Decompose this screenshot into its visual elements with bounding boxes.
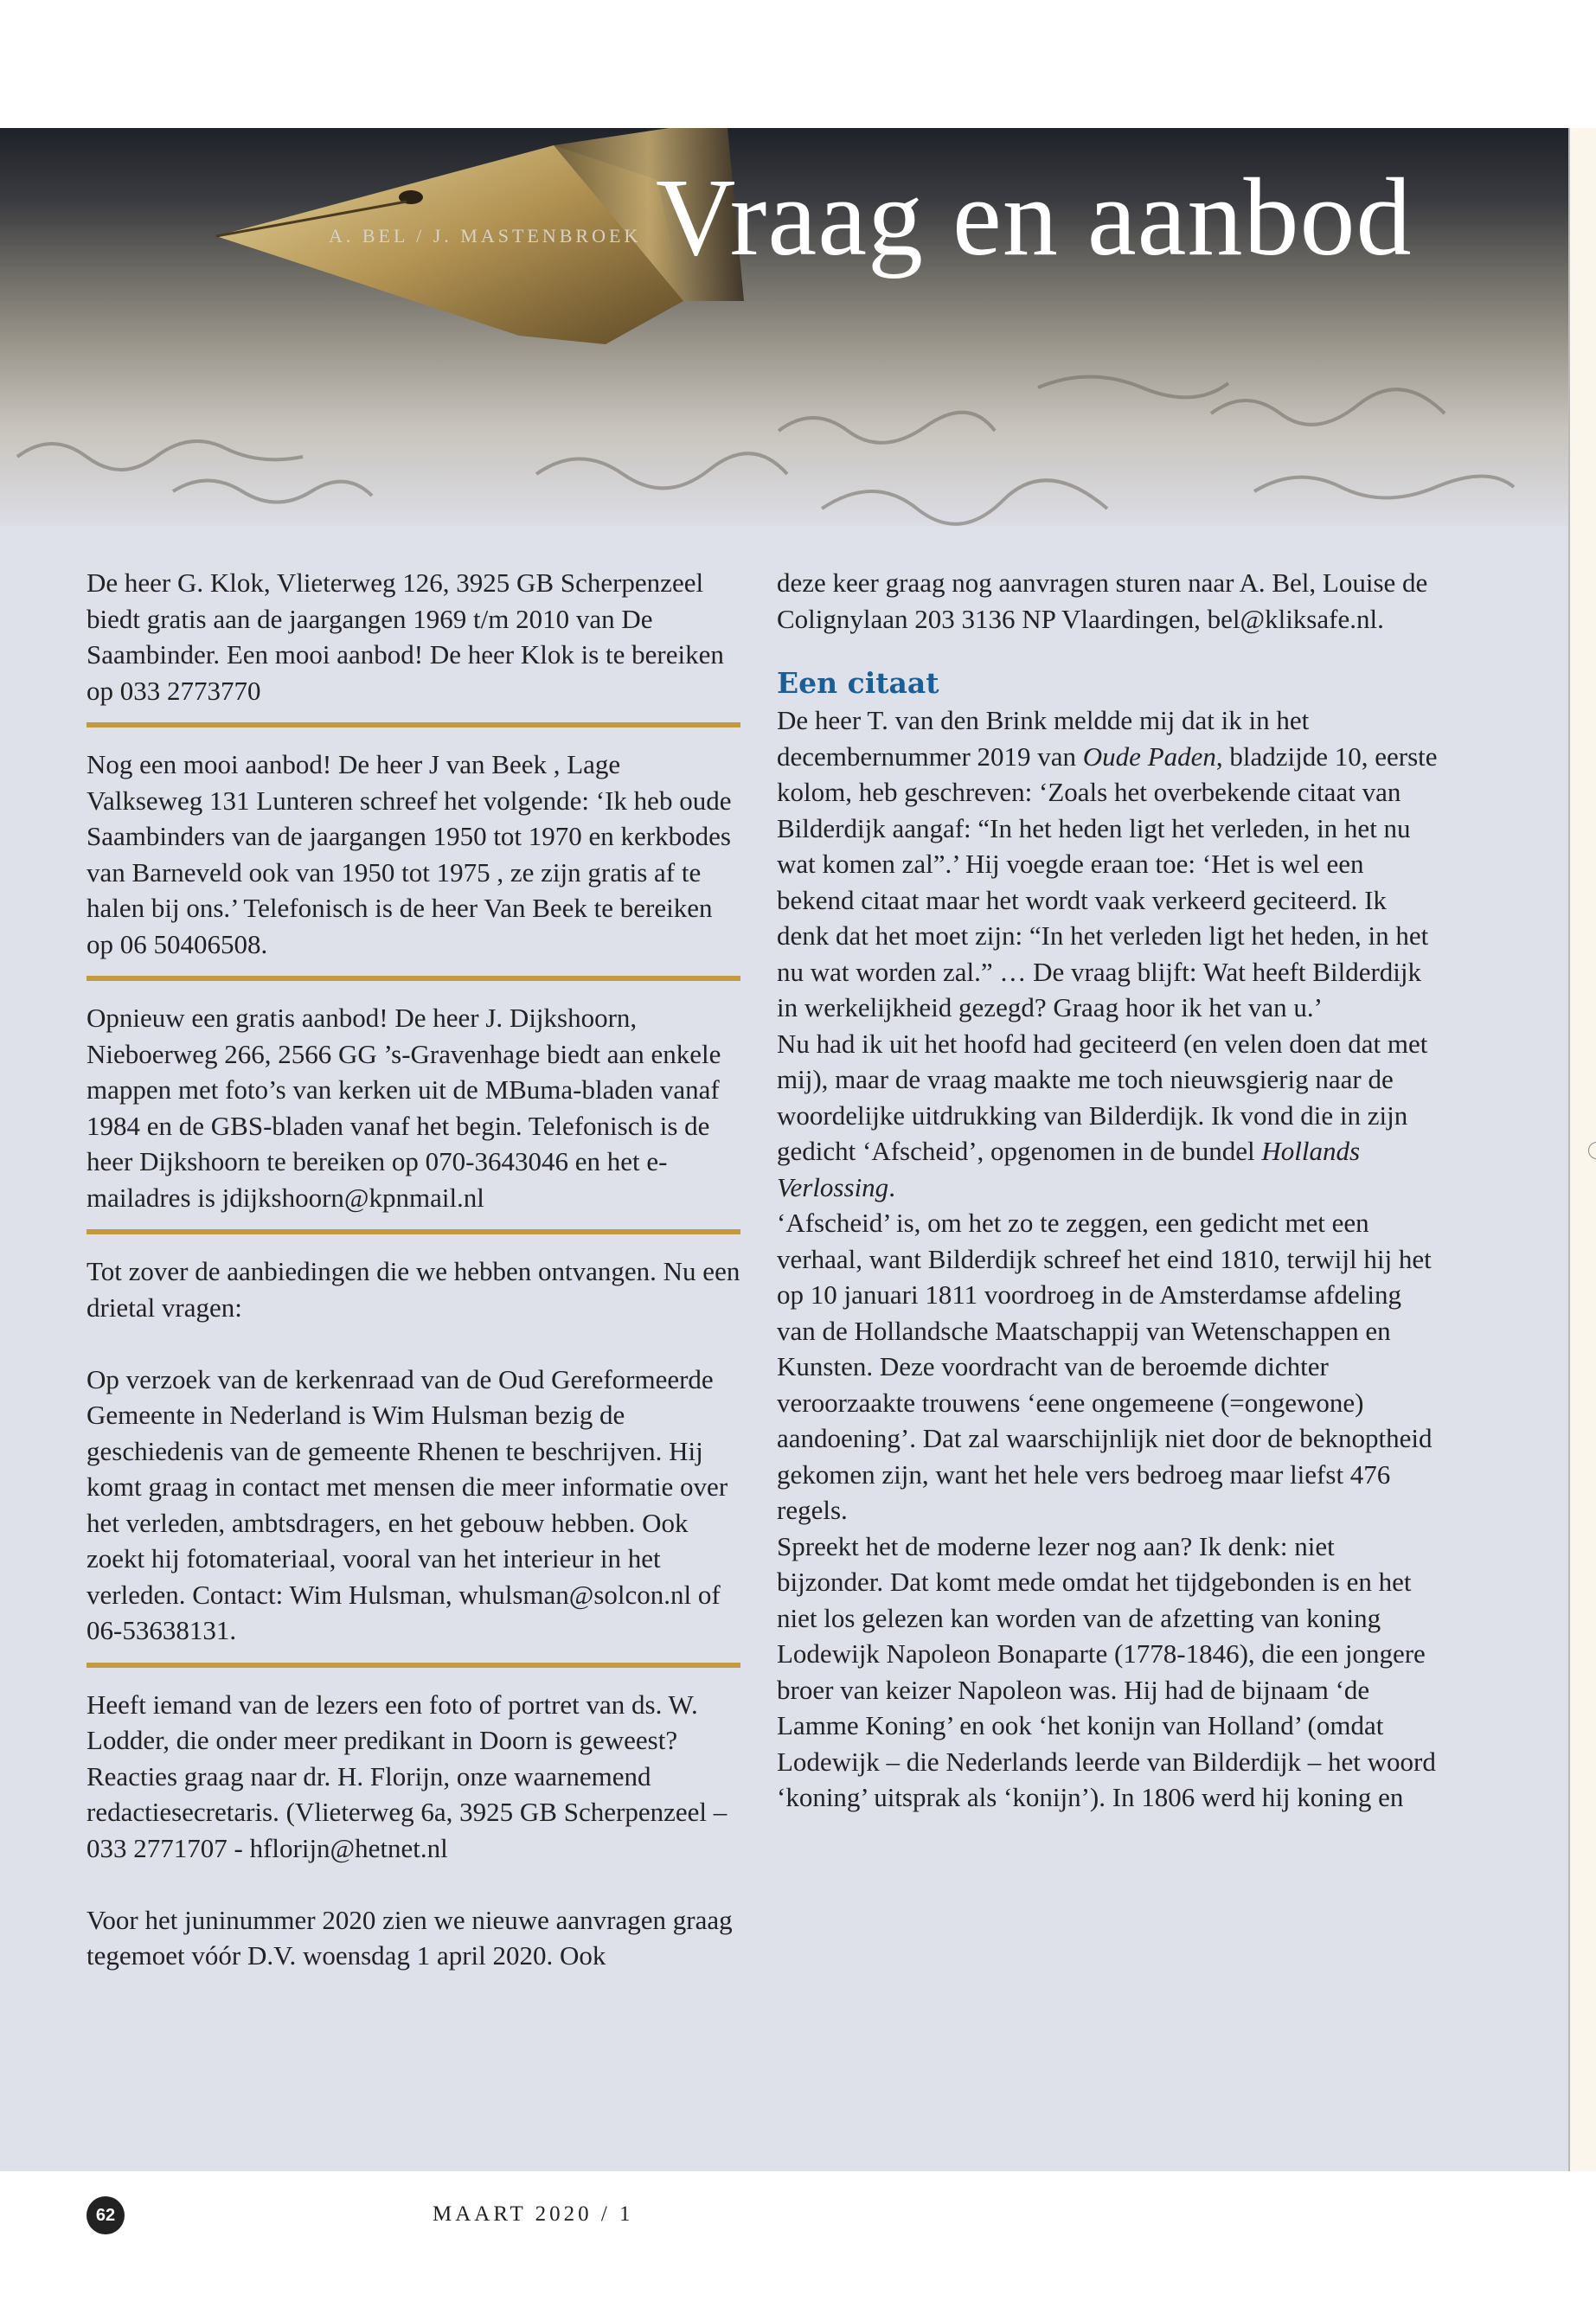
page-title: Vraag en aanbod bbox=[656, 156, 1413, 279]
page-number: 62 bbox=[87, 2196, 125, 2234]
divider bbox=[87, 1229, 740, 1234]
issue-label: MAART 2020 / 1 bbox=[433, 2202, 634, 2226]
header-banner bbox=[0, 128, 1568, 526]
section-heading: Een citaat bbox=[777, 666, 939, 700]
divider bbox=[87, 976, 740, 981]
left-column bbox=[87, 565, 740, 1974]
divider bbox=[87, 1663, 740, 1668]
paragraph: Tot zover de aanbiedingen die we hebben ontvangen. Nu een drietal vragen: bbox=[87, 1256, 740, 1323]
paragraph: deze keer graag nog aanvragen sturen naar A. Bel, Louise de Colignylaan 203 3136 NP Vlaardingen, bel@kliksafe.nl. bbox=[777, 567, 1428, 634]
right-column bbox=[777, 565, 1443, 1816]
paragraph: De heer T. van den Brink meldde mij dat ik in het decembernummer 2019 van Oude Paden, bladzijde 10, eerste kolom, heb geschreven: ‘Zoals het overbekende citaat van Bilderdijk aangaf: “In het heden ligt het verleden, in het nu wat komen zal”.’ Hij voegde eraan toe: ‘Het is wel een bekend citaat maar het wordt vaak verkeerd geciteerd. Ik denk dat het moet zijn: “In het verleden ligt het heden, in het nu wat worden zal.” … De vraag blijft: Wat heeft Bilderdijk in werkelijkheid gezegd? Graag hoor ik het van u.’ bbox=[777, 705, 1438, 1022]
paragraph: Heeft iemand van de lezers een foto of portret van ds. W. Lodder, die onder meer predikant in Doorn is geweest? Reacties graag naar dr. H. Florijn, onze waarnemend redactiesecretaris. (Vlieterweg 6a, 3925 GB Scherpenzeel – 033 2771707 - hflorijn@hetnet.nl bbox=[87, 1689, 727, 1863]
paragraph: Nu had ik uit het hoofd had geciteerd (en velen doen dat met mij), maar de vraag maakte me toch nieuwsgierig naar de woordelijke uitdrukking van Bilderdijk. Ik vond die in zijn gedicht ‘Afscheid’, opgenomen in de bundel Hollands Verlossing. bbox=[777, 1028, 1428, 1202]
magazine-page bbox=[0, 128, 1568, 2226]
paragraph: Op verzoek van de kerkenraad van de Oud Gereformeerde Gemeente in Nederland is Wim Hulsman bezig de geschiedenis van de gemeente Rhenen te beschrijven. Hij komt graag in contact met mensen die meer informatie over het verleden, ambtsdragers, en het gebouw hebben. Ook zoekt hij fotomateriaal, vooral van het interieur in het verleden. Contact: Wim Hulsman, whulsman@solcon.nl of 06-53638131. bbox=[87, 1363, 728, 1645]
paragraph: De heer G. Klok, Vlieterweg 126, 3925 GB Scherpenzeel biedt gratis aan de jaargangen 1969 t/m 2010 van De Saambinder. Een mooi aanbod! De heer Klok is te bereiken op 033 2773770 bbox=[87, 567, 724, 706]
paragraph: Spreekt het de moderne lezer nog aan? Ik denk: niet bijzonder. Dat komt mede omdat het tijdgebonden is en het niet los gelezen kan worden van de afzetting van koning Lodewijk Napoleon Bonaparte (1778-1846), die een jongere broer van keizer Napoleon was. Hij had de bijnaam ‘de Lamme Koning’ en ook ‘het konijn van Holland’ (omdat Lodewijk – die Nederlands leerde van Bilderdijk – het woord ‘koning’ uitsprak als ‘konijn’). In 1806 werd hij koning en bbox=[777, 1530, 1436, 1812]
paragraph: ‘Afscheid’ is, om het zo te zeggen, een gedicht met een verhaal, want Bilderdijk schreef het eind 1810, terwijl hij het op 10 januari 1811 voordroeg in de Amsterdamse afdeling van de Hollandsche Maatschappij van Wetenschappen en Kunsten. Deze voordracht van de beroemde dichter veroorzaakte trouwens ‘eene ongemeene (=ongewone) aandoening’. Dat zal waarschijnlijk niet door de beknoptheid gekomen zijn, want het hele vers bedroeg maar liefst 476 regels. bbox=[777, 1208, 1433, 1525]
author-byline: A. BEL / J. MASTENBROEK bbox=[329, 225, 642, 247]
paragraph: Voor het juninummer 2020 zien we nieuwe aanvragen graag tegemoet vóór D.V. woensdag 1 april 2020. Ook bbox=[87, 1904, 733, 1971]
paragraph: Opnieuw een gratis aanbod! De heer J. Dijkshoorn, Nieboerweg 266, 2566 GG ’s-Gravenhage biedt aan enkele mappen met foto’s van kerken uit de MBuma-bladen vanaf 1984 en de GBS-bladen vanaf het begin. Telefonisch is de heer Dijkshoorn te bereiken op 070-3643046 en het e-mailadres is jdijkshoorn@kpnmail.nl bbox=[87, 1003, 721, 1213]
paragraph: Nog een mooi aanbod! De heer J van Beek , Lage Valkseweg 131 Lunteren schreef het volgende: ‘Ik heb oude Saambinders van de jaargangen 1950 tot 1970 en kerkbodes van Barneveld ook van 1950 tot 1975 , ze zijn gratis af te halen bij ons.’ Telefonisch is de heer Van Beek te bereiken op 06 50406508. bbox=[87, 749, 732, 959]
divider bbox=[87, 722, 740, 727]
